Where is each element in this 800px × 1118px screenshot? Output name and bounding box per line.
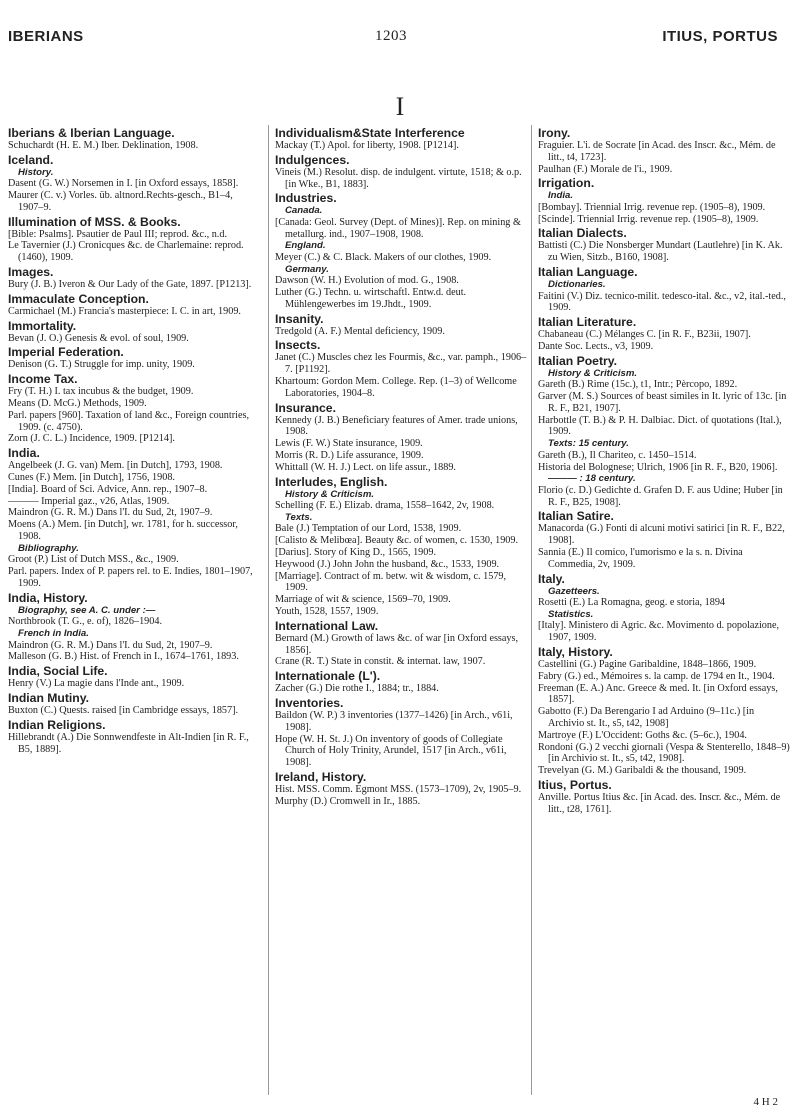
index-entry: Khartoum: Gordon Mem. College. Rep. (1–3) of Wellcome Laboratories, 1904–8. (275, 376, 517, 399)
index-subheading: India. (548, 190, 574, 202)
running-header (0, 28, 800, 58)
index-entry: Malleson (G. B.) Hist. of French in I., 1674–1761, 1893. (8, 651, 239, 663)
index-heading: Indulgences. (275, 152, 350, 167)
index-entry: Florio (c. D.) Gedichte d. Grafen D. F. aus Udine; Huber [in R. F., B25, 1908]. (538, 484, 783, 508)
index-subheading: History & Criticism. (548, 367, 638, 379)
index-entry: Bale (J.) Temptation of our Lord, 1538, 1909. (275, 523, 462, 535)
index-heading: Insects. (275, 338, 321, 353)
index-entry: Schuchardt (H. E. M.) Iber. Deklination, 1908. (8, 140, 199, 151)
index-entry: Anville. Portus Itius &c. [in Acad. des. Inscr. &c., Mém. de litt., t28, 1761]. (538, 791, 781, 815)
index-heading: Italian Language. (538, 265, 638, 280)
index-heading: Italian Satire. (538, 509, 614, 524)
index-entry: [Darius]. Story of King D., 1565, 1909. (275, 547, 437, 559)
index-subheading: History & Criticism. (285, 488, 375, 500)
index-heading: Ireland, History. (275, 769, 367, 784)
index-entry: Paulhan (F.) Morale de l'i., 1909. (538, 163, 673, 175)
index-entry: Maindron (G. R. M.) Dans l'I. du Sud, 2t, 1907–9. (8, 507, 213, 519)
index-heading: Indian Mutiny. (8, 690, 90, 705)
index-heading: Imperial Federation. (8, 345, 124, 360)
index-heading: India. (8, 446, 40, 461)
index-heading: Irrigation. (538, 176, 595, 191)
index-subheading: Texts. (285, 511, 313, 523)
index-entry: Fabry (G.) ed., Mémoires s. la camp. de 1794 en It., 1904. (538, 670, 775, 682)
index-heading: Italian Dialects. (538, 226, 627, 241)
index-entry: Dawson (W. H.) Evolution of mod. G., 1908. (275, 275, 459, 287)
index-entry: Buxton (C.) Quests. raised [in Cambridge essays, 1857]. (8, 704, 239, 716)
index-entry: Castellini (G.) Pagine Garibaldine, 1848–1866, 1909. (538, 659, 757, 671)
signature-mark: 4 H 2 (753, 1096, 778, 1108)
index-entry: Trevelyan (G. M.) Garibaldi & the thousand, 1909. (538, 765, 747, 777)
index-entry: Battisti (C.) Die Nonsberger Mundart (Lautlehre) [in K. Ak. zu Wien, Sitzb., B160, 1908]. (538, 240, 783, 264)
index-subheading: Germany. (285, 263, 329, 275)
index-heading: Iberians & Iberian Language. (8, 126, 175, 140)
index-entry: Historia del Bolognese; Ulrich, 1906 [in R. F., B20, 1906]. (538, 461, 778, 473)
index-entry: Luther (G.) Techn. u. wirtschaftl. Entw.d. deut. Mühlengewerbes im 19.Jhdt., 1909. (275, 287, 467, 310)
index-heading: International Law. (275, 618, 379, 633)
index-entry: Henry (V.) La magie dans l'Inde ant., 1909. (8, 678, 185, 690)
index-entry: Dasent (G. W.) Norsemen in I. [in Oxford essays, 1858]. (8, 178, 239, 190)
index-heading: Iceland. (8, 152, 54, 167)
index-entry: Northbrook (T. G., e. of), 1826–1904. (8, 616, 163, 628)
index-heading: Irony. (538, 126, 571, 140)
index-entry: Bernard (M.) Growth of laws &c. of war [in Oxford essays, 1856]. (275, 632, 519, 656)
index-entry: Denison (G. T.) Struggle for imp. unity, 1909. (8, 359, 195, 371)
index-entry: Hope (W. H. St. J.) On inventory of goods of Collegiate Church of Holy Trinity, Arundel, 1517 [in Arch., v61i, 1908]. (275, 733, 507, 769)
index-heading: Insanity. (275, 311, 324, 326)
index-heading: Inventories. (275, 696, 344, 710)
index-heading: Italy, History. (538, 645, 613, 660)
index-entry: Martroye (F.) L'Occident: Goths &c. (5–6c.), 1904. (538, 729, 747, 741)
index-entry: Means (D. McG.) Methods, 1909. (8, 398, 147, 410)
index-entry: Parl. papers. Index of P. papers rel. to E. Indies, 1801–1907, 1909. (8, 566, 253, 589)
index-entry: Fry (T. H.) I. tax incubus & the budget, 1909. (8, 386, 194, 398)
index-entry: Meyer (C.) & C. Black. Makers of our clothes, 1909. (275, 251, 492, 263)
index-entry: Maindron (G. R. M.) Dans l'I. du Sud, 2t, 1907–9. (8, 639, 213, 651)
column-divider (531, 125, 532, 1095)
index-heading: Immortality. (8, 318, 77, 333)
index-entry: Youth, 1528, 1557, 1909. (275, 606, 379, 618)
index-entry: Zorn (J. C. L.) Incidence, 1909. [P1214]. (8, 433, 175, 445)
column-3 (538, 125, 790, 816)
index-entry: Sannia (E.) Il comico, l'umorismo e la s. n. Divina Commedia, 2v, 1909. (538, 547, 743, 570)
index-entry: [Bible: Psalms]. Psautier de Paul III; reprod. &c., n.d. (8, 228, 227, 240)
index-entry: Crane (R. T.) State in constit. & internat. law, 1907. (275, 656, 486, 668)
page-number: 1203 (375, 28, 407, 44)
column-1 (8, 125, 260, 755)
index-entry: Moens (A.) Mem. [in Dutch], wr. 1781, for h. successor, 1908. (8, 519, 238, 543)
index-entry: Garver (M. S.) Sources of beast similes in It. lyric of 13c. [in R. F., B21, 1907]. (538, 391, 787, 414)
index-entry: Mackay (T.) Apol. for liberty, 1908. [P1214]. (275, 140, 459, 151)
index-heading: Italian Poetry. (538, 353, 618, 368)
index-entry: [Bombay]. Triennial Irrig. revenue rep. (1905–8), 1909. (538, 201, 766, 213)
index-entry: Chabaneau (C.) Mélanges C. [in R. F., B23ii, 1907]. (538, 329, 751, 341)
index-entry: Gareth (B.) Rime (15c.), t1, Intr.; Pèrcopo, 1892. (538, 379, 738, 391)
index-entry: Marriage of wit & science, 1569–70, 1909. (275, 594, 451, 606)
index-entry: Hist. MSS. Comm. Egmont MSS. (1573–1709), 2v, 1905–9. (275, 783, 522, 795)
index-entry: Murphy (D.) Cromwell in Ir., 1885. (275, 795, 421, 807)
index-heading: Interludes, English. (275, 474, 388, 489)
index-entry: Whittall (W. H. J.) Lect. on life assur., 1889. (275, 461, 456, 473)
index-entry: Maurer (C. v.) Vorles. üb. altnord.Rechts-gesch., B1–4, 1907–9. (8, 190, 233, 213)
index-subheading: England. (285, 240, 326, 252)
index-entry: Tredgold (A. F.) Mental deficiency, 1909. (275, 325, 445, 337)
index-subheading: French in India. (18, 628, 89, 640)
index-heading: Italy. (538, 571, 565, 586)
index-heading: Italian Literature. (538, 315, 637, 330)
index-entry: [India]. Board of Sci. Advice, Ann. rep., 1907–8. (8, 483, 208, 495)
index-heading: Immaculate Conception. (8, 291, 149, 306)
index-heading: Indian Religions. (8, 717, 106, 732)
index-heading: Images. (8, 265, 54, 280)
index-entry: Le Tavernier (J.) Cronicques &c. de Charlemaine: reprod. (1460), 1909. (8, 240, 244, 264)
section-letter: I (395, 92, 405, 121)
index-subheading: Gazetteers. (548, 585, 600, 597)
index-subheading: ——— : 18 century. (548, 473, 636, 485)
index-entry: Rondoni (G.) 2 vecchi giornali (Vespa & Stenterello, 1848–9) [in Archivio st. It., s5, t42, 1908]. (538, 741, 790, 765)
index-entry: Parl. papers [960]. Taxation of land &c., Foreign countries, 1909. (c. 4750). (8, 409, 249, 433)
index-subheading: Bibliography. (18, 542, 79, 554)
index-subheading: Dictionaries. (548, 279, 606, 291)
index-heading: India, Social Life. (8, 664, 108, 679)
index-entry: Bevan (J. O.) Genesis & evol. of soul, 1909. (8, 332, 189, 344)
index-entry: Zacher (G.) Die rothe I., 1884; tr., 1884. (275, 683, 439, 695)
index-entry: ——— Imperial gaz., v26, Atlas, 1909. (8, 495, 170, 507)
index-heading: Industries. (275, 191, 337, 206)
index-entry: Kennedy (J. B.) Beneficiary features of Amer. trade unions, 1908. (275, 414, 518, 438)
index-entry: Gabotto (F.) Da Berengario I ad Arduino (9–11c.) [in Archivio st. It., s5, t42, 1908] (538, 706, 755, 729)
column-divider (268, 125, 269, 1095)
index-entry: [Scinde]. Triennial Irrig. revenue rep. (1905–8), 1909. (538, 213, 759, 225)
index-subheading: Biography, see A. C. under :— (18, 604, 156, 616)
index-entry: Rosetti (E.) La Romagna, geog. e storia, 1894 (538, 597, 726, 609)
index-entry: Faitini (V.) Diz. tecnico-milit. tedesco-ital. &c., v2, ital.-ted., 1909. (538, 290, 786, 314)
index-entry: Vineis (M.) Resolut. disp. de indulgent. virtute, 1518; & o.p. [in Wke., B1, 1883]. (275, 166, 522, 190)
index-entry: Cunes (F.) Mem. [in Dutch], 1756, 1908. (8, 472, 175, 484)
index-entry: Lewis (F. W.) State insurance, 1909. (275, 438, 423, 450)
index-subheading: Texts: 15 century. (548, 438, 629, 450)
index-entry: [Calisto & Melibœa]. Beauty &c. of women, c. 1530, 1909. (275, 535, 519, 547)
index-entry: Angelbeek (J. G. van) Mem. [in Dutch], 1793, 1908. (8, 460, 223, 472)
index-entry: Dante Soc. Lects., v3, 1909. (538, 340, 654, 352)
index-entry: Bury (J. B.) Iveron & Our Lady of the Gate, 1897. [P1213]. (8, 279, 252, 291)
index-heading: Illumination of MSS. & Books. (8, 214, 181, 229)
index-entry: Hillebrandt (A.) Die Sonnwendfeste in Alt-Indien [in R. F., B5, 1889]. (8, 731, 249, 755)
index-heading: Income Tax. (8, 372, 78, 387)
index-heading: India, History. (8, 590, 88, 605)
column-2 (275, 125, 527, 808)
index-entry: Harbottle (T. B.) & P. H. Dalbiac. Dict. of quotations (Ital.), 1909. (538, 414, 782, 438)
index-entry: Janet (C.) Muscles chez les Fourmis, &c., var. pamph., 1906–7. [P1192]. (275, 352, 527, 376)
header-right: ITIUS, PORTUS (662, 28, 778, 45)
index-entry: Freeman (E. A.) Anc. Greece & med. It. [in Oxford essays, 1857]. (538, 682, 778, 706)
index-heading: Itius, Portus. (538, 777, 612, 792)
index-subheading: Canada. (285, 205, 323, 217)
index-entry: Morris (R. D.) Life assurance, 1909. (275, 450, 424, 462)
index-entry: Manacorda (G.) Fonti di alcuni motivi satirici [in R. F., B22, 1908]. (538, 523, 785, 547)
index-entry: [Canada: Geol. Survey (Dept. of Mines)]. Rep. on mining & metallurg. ind., 1907–1908, 1908. (275, 216, 521, 240)
index-entry: Schelling (F. E.) Elizab. drama, 1558–1642, 2v, 1908. (275, 500, 495, 512)
index-subheading: Statistics. (548, 608, 594, 620)
index-entry: Baildon (W. P.) 3 inventories (1377–1426) [in Arch., v61i, 1908]. (275, 710, 513, 733)
index-subheading: History. (18, 166, 54, 178)
header-left: IBERIANS (8, 28, 84, 45)
index-entry: [Italy]. Ministero di Agric. &c. Movimento d. popolazione, 1907, 1909. (538, 620, 780, 644)
index-heading: Insurance. (275, 400, 336, 415)
index-heading: Internationale (L'). (275, 669, 381, 684)
index-entry: Heywood (J.) John John the husband, &c., 1533, 1909. (275, 558, 500, 570)
index-entry: [Marriage]. Contract of m. betw. wit & wisdom, c. 1579, 1909. (275, 570, 507, 594)
index-entry: Fraguier. L'i. de Socrate [in Acad. des Inscr. &c., Mém. de litt., t4, 1723]. (538, 140, 776, 163)
index-heading: Individualism&State Interference (275, 126, 465, 140)
index-entry: Gareth (B.), Il Chariteo, c. 1450–1514. (538, 449, 697, 461)
index-entry: Carmichael (M.) Francia's masterpiece: I. C. in art, 1909. (8, 305, 241, 317)
index-entry: Groot (P.) List of Dutch MSS., &c., 1909. (8, 554, 179, 566)
